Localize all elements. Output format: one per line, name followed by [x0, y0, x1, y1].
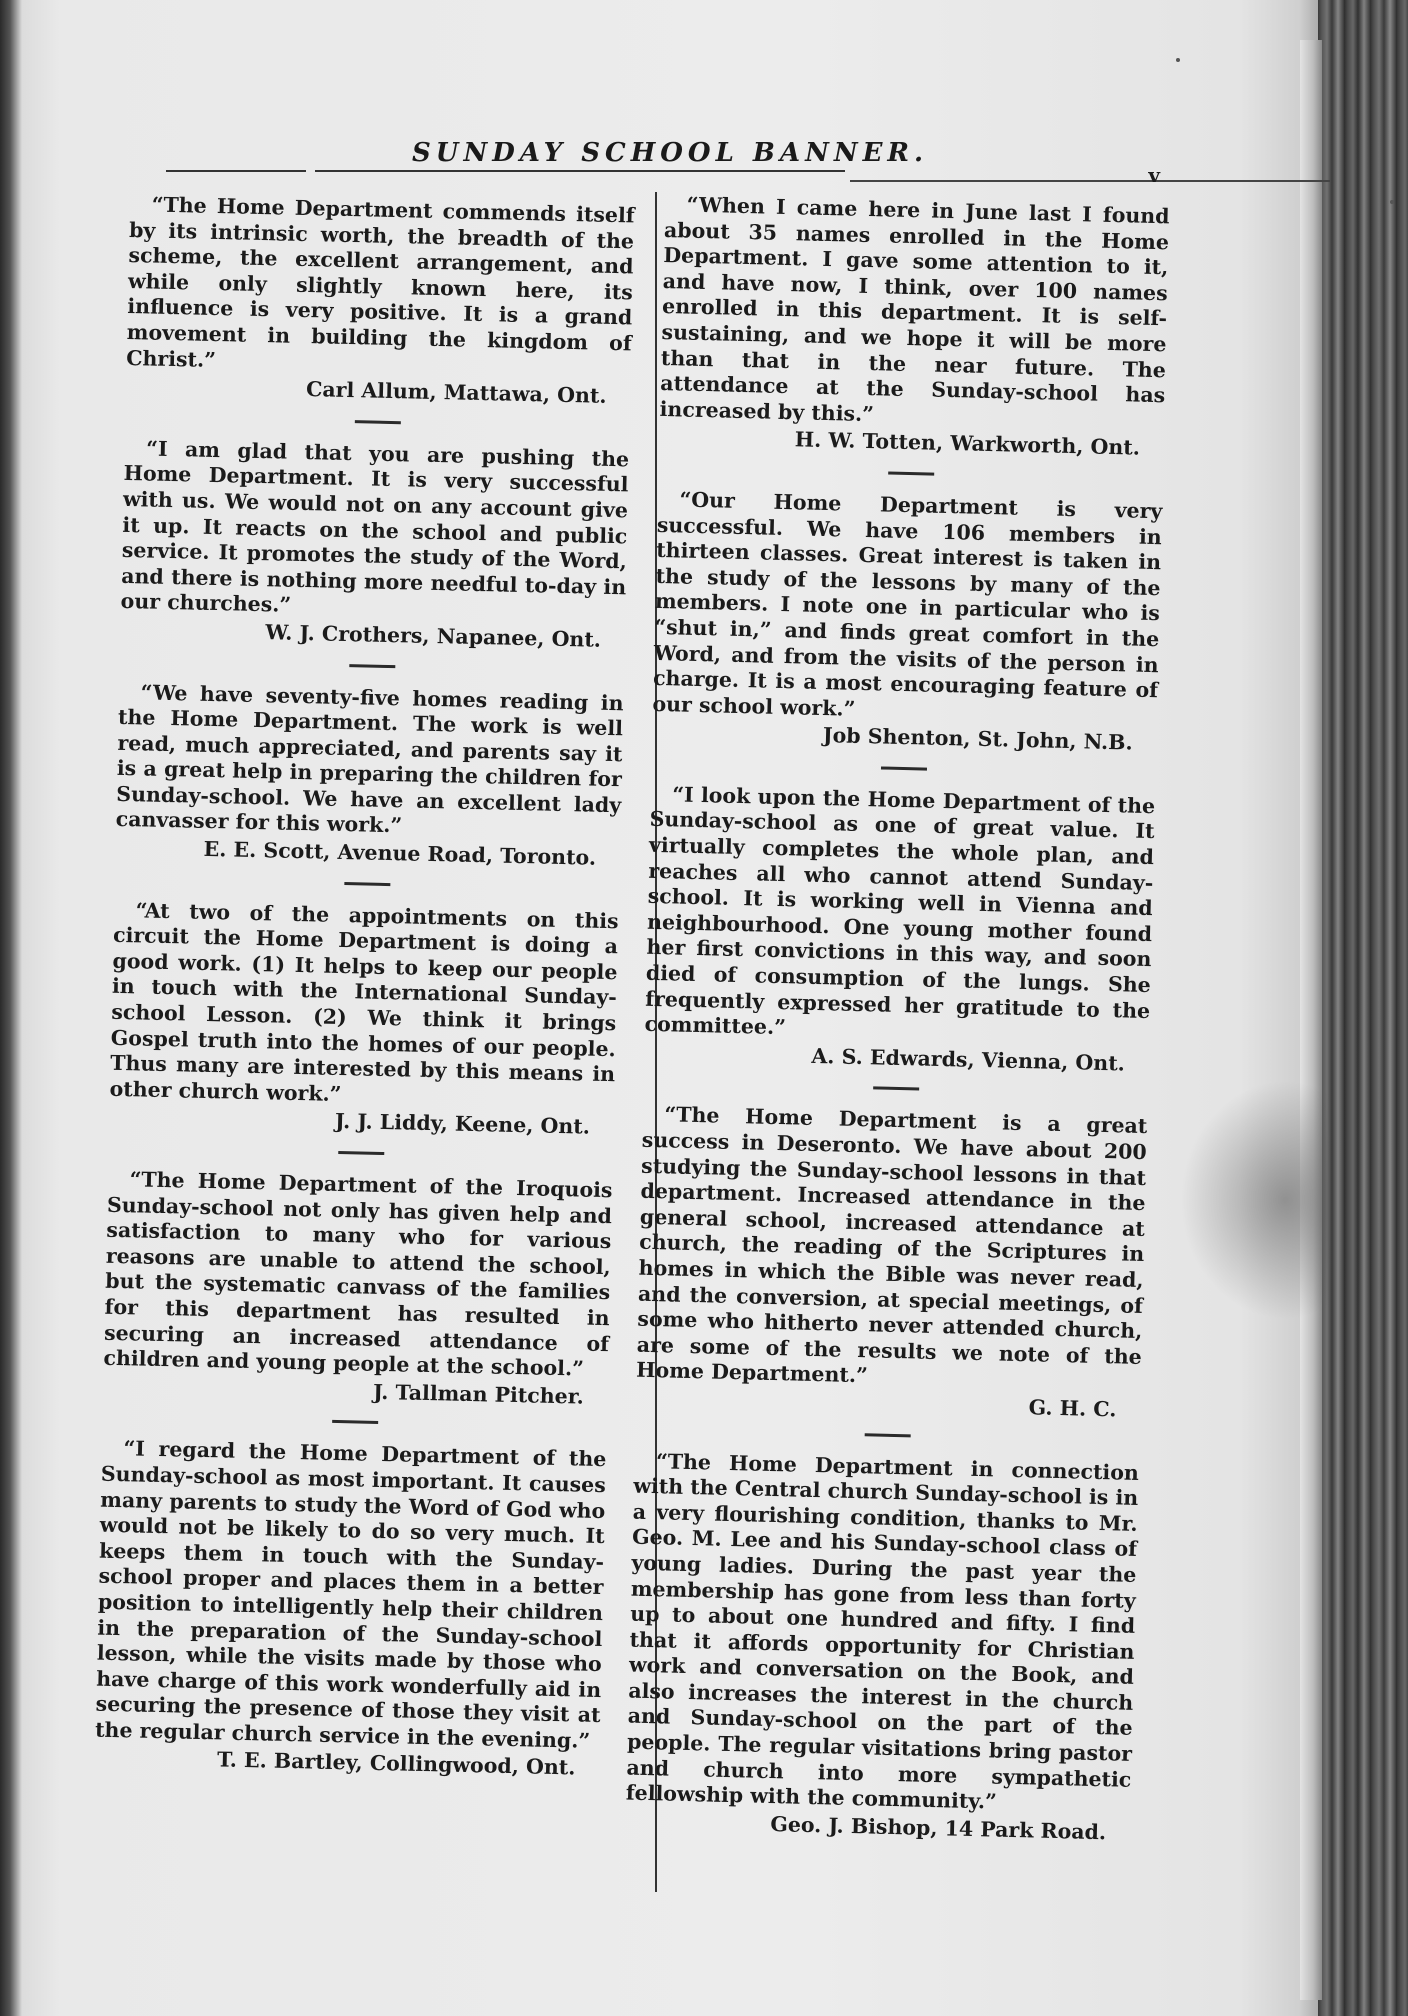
testimonial [651, 487, 1162, 757]
separator-rule [864, 1433, 910, 1437]
dust-speck [1390, 200, 1394, 204]
testimonial-text: “I am glad that you are pushing the Home Department. It is very successful with us. We would not on any account give it up. It reacts on the school and public service. It promotes the study of the Word, and there is nothing more needful to-day in our churches.” [120, 436, 630, 618]
dust-speck [1176, 58, 1180, 62]
testimonial-text: “I regard the Home Department of the Sunday-school as most important. It causes many parents to study the Word of God who would not be likely to do so very much. It keeps them in touch with the Sunday-school proper and places them in a better position to intelligently help their children in the preparation of the Sunday-school lesson, while the visits made by those who have charge of this work wonderfully aid in securing the presence of those they visit at the regular church service in the evening.” [94, 1436, 607, 1753]
testimonial-signature: W. J. Crothers, Napanee, Ont. [265, 620, 602, 652]
testimonial [644, 782, 1156, 1078]
page-number: v [1148, 163, 1160, 187]
page-edge [1300, 40, 1322, 2000]
testimonial [94, 1436, 606, 1782]
testimonial-signature: Job Shenton, St. John, N.B. [822, 723, 1133, 755]
testimonial-text: “At two of the appointments on this circuit the Home Department is doing a good work. (1) It helps to keep our people in touch with the International Sunday-school Lesson. (2) We think it brings Gospel truth into the homes of our people. Thus many are interested by this means in other church work.” [109, 897, 619, 1106]
testimonial-text: “The Home Department commends itself by its intrinsic worth, the breadth of the scheme, the excellent arrangement, and while only slightly known here, its influence is very positive. It is a grand movement in building the kingdom of Christ.” [125, 192, 635, 372]
header-rule [166, 170, 306, 172]
testimonial [120, 436, 630, 654]
scan-smudge [1180, 1080, 1330, 1320]
testimonial-text: “When I came here in June last I found about 35 names enrolled in the Home Department. I gave some attention to it, and have now, I think, over 100 names enrolled in this department. It is self-sustaining, and we hope it will be more than that in the near future. The attendance at the Sunday-school has increased by this.” [659, 192, 1170, 426]
testimonial-signature: Carl Allum, Mattawa, Ont. [305, 377, 607, 409]
separator-rule [349, 664, 395, 668]
testimonial-text: “The Home Department of the Iroquois Sunday-school not only has given help and satisfaction to many who for various reasons are unable to attend the school, but the systematic canvass of the families for this department has resulted in securing an increased attendance of children and young people at the school.” [103, 1167, 613, 1381]
testimonial-text: “The Home Department is a great success in Deseronto. We have about 200 studying the Sunday-school lessons in that department. Increased attendance in the general school, increased attendance at church, the reading of the Scriptures in homes in which the Bible was never read, and the conversion, at special meetings, of some who hitherto never attended church, are some of the results we note of the Home Department.” [635, 1102, 1148, 1388]
testimonial-signature: J. J. Liddy, Keene, Ont. [334, 1109, 591, 1140]
testimonial [115, 679, 624, 872]
separator-rule [344, 882, 390, 886]
testimonial-text: “The Home Department in connection with the Central church Sunday-school is in a very flourishing condition, thanks to Mr. Geo. M. Lee and his Sunday-school class of young ladies. During the past year the membership has gone from less than forty up to about one hundred and fifty. I find that it affords opportunity for Christian work and conversation on the Book, and also increases the interest in the church and Sunday-school on the part of the people. The regular visitations bring pastor and church into more sympathetic fellowship with the community.” [625, 1448, 1140, 1814]
separator-rule [354, 420, 400, 424]
testimonial-signature: H. W. Totten, Warkworth, Ont. [794, 427, 1141, 461]
separator-rule [880, 766, 926, 770]
testimonial [625, 1448, 1139, 1846]
testimonial-signature: G. H. C. [1028, 1395, 1117, 1422]
testimonial [109, 897, 619, 1141]
running-head: SUNDAY SCHOOL BANNER. [412, 138, 929, 168]
testimonial-signature: E. E. Scott, Avenue Road, Toronto. [203, 836, 597, 870]
testimonial-text: “Our Home Department is very successful. We have 106 members in thirteen classes. Great interest is taken in the study of the lessons by many of the members. I note one in particular who is “shut in,” and finds great comfort in the Word, and from the visits of the person in charge. It is a most encouraging feature of our school work.” [652, 487, 1163, 721]
testimonial [659, 192, 1170, 462]
testimonial [125, 192, 635, 410]
separator-rule [332, 1420, 378, 1424]
testimonial-text: “I look upon the Home Department of the Sunday-school as one of great value. It virtually completes the whole plan, and reaches all who cannot attend Sunday-school. It is working well in Vienna and neighbourhood. One young mother found her first convictions in this way, and soon died of consumption of the lungs. She frequently expressed her gratitude to the committee.” [644, 782, 1156, 1040]
testimonial-text: “We have seventy-five homes reading in the Home Department. The work is well read, much appreciated, and parents say it is a great help in preparing the children for Sunday-school. We have an excellent lady canvasser for this work.” [115, 679, 624, 838]
header-rule [315, 170, 845, 172]
testimonial-signature: A. S. Edwards, Vienna, Ont. [811, 1043, 1126, 1076]
right-column [625, 192, 1170, 1858]
testimonial-signature: T. E. Bartley, Collingwood, Ont. [216, 1747, 576, 1780]
testimonial-signature: J. Tallman Pitcher. [372, 1379, 585, 1409]
testimonial-signature: Geo. J. Bishop, 14 Park Road. [770, 1811, 1107, 1845]
binding-shadow [1318, 0, 1408, 2016]
testimonial [103, 1167, 613, 1411]
left-column [94, 192, 635, 1794]
testimonial [635, 1102, 1147, 1423]
separator-rule [873, 1087, 919, 1091]
page-header [150, 128, 1190, 187]
header-rule [850, 180, 1330, 182]
separator-rule [338, 1151, 384, 1155]
separator-rule [888, 471, 934, 475]
